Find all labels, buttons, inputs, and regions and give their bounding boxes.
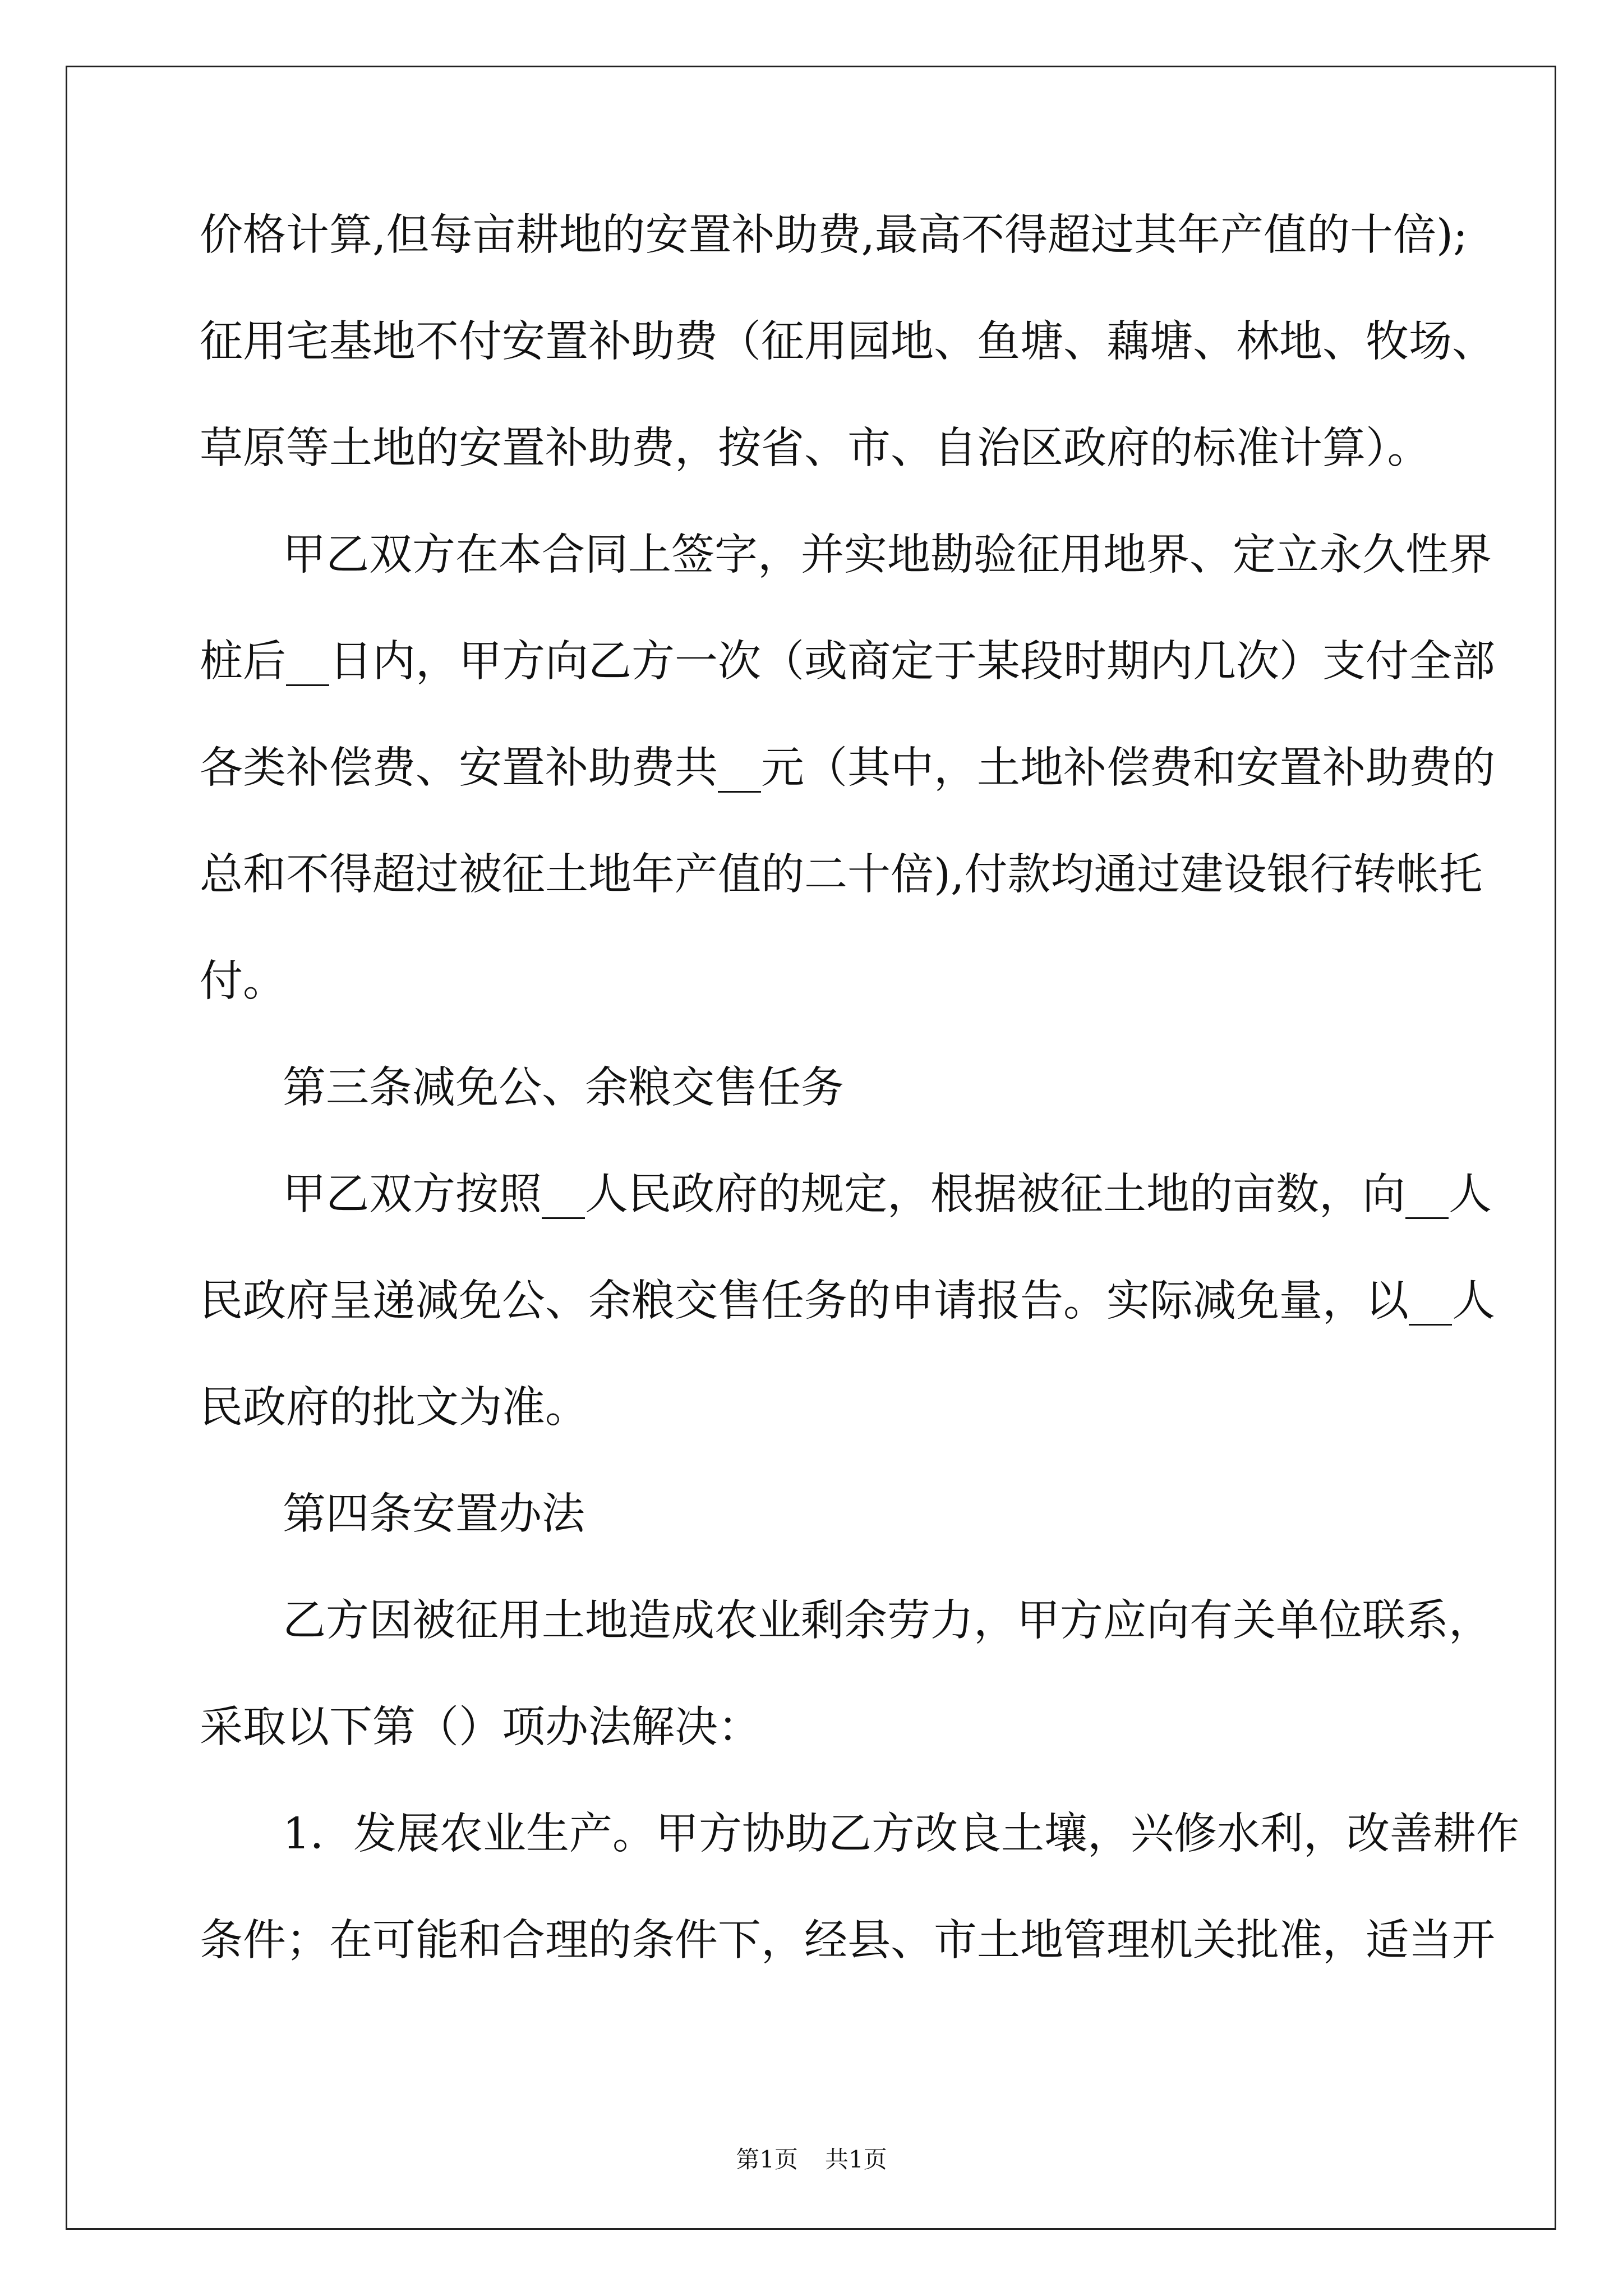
list-item-1-line: 1．发展农业生产。甲方协助乙方改良土壤，兴修水利，改善耕作: [283, 1809, 1519, 1859]
paragraph-start-line: 甲乙双方在本合同上签字，并实地勘验征用地界、定立永久性界: [283, 530, 1492, 580]
text-line: 桩后__日内，甲方向乙方一次（或商定于某段时期内几次）支付全部: [200, 637, 1495, 687]
text-line: 条件；在可能和合理的条件下，经县、市土地管理机关批准，适当开: [200, 1916, 1495, 1966]
page-total: 共1页: [825, 2146, 887, 2173]
page-border: [66, 66, 1556, 2230]
text-line: 草原等土地的安置补助费，按省、市、自治区政府的标准计算）。: [200, 424, 1431, 473]
page-footer: [0, 2143, 1623, 2177]
text-line: 民政府的批文为准。: [200, 1383, 588, 1433]
text-line: 各类补偿费、安置补助费共__元（其中，土地补偿费和安置补助费的: [200, 743, 1495, 793]
text-line: 价格计算,但每亩耕地的安置补助费,最高不得超过其年产值的十倍);: [200, 210, 1468, 260]
text-line: 付。: [200, 956, 286, 1006]
text-line: 总和不得超过被征土地年产值的二十倍),付款均通过建设银行转帐托: [200, 850, 1483, 900]
text-line: 采取以下第（）项办法解决：: [200, 1703, 761, 1752]
page-number: 第1页: [736, 2146, 798, 2173]
paragraph-start-line: 乙方因被征用土地造成农业剩余劳力，甲方应向有关单位联系，: [283, 1596, 1492, 1646]
section-heading-article-4: 第四条安置办法: [283, 1489, 585, 1539]
section-heading-article-3: 第三条减免公、余粮交售任务: [283, 1063, 844, 1113]
text-line: 民政府呈递减免公、余粮交售任务的申请报告。实际减免量，以__人: [200, 1276, 1495, 1326]
paragraph-start-line: 甲乙双方按照__人民政府的规定，根据被征土地的亩数，向__人: [283, 1170, 1492, 1220]
text-line: 征用宅基地不付安置补助费（征用园地、鱼塘、藕塘、林地、牧场、: [200, 317, 1495, 367]
